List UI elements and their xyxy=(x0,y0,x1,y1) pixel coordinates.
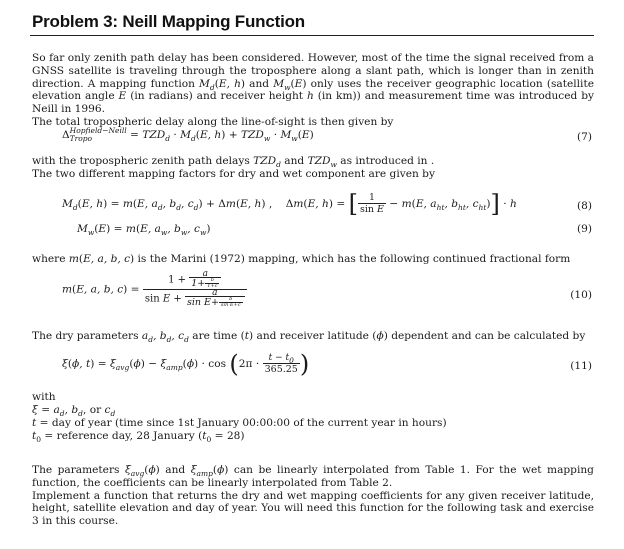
eq8-number: (8) xyxy=(576,200,592,212)
defs-t: t = day of year (time since 1st January 00:00:00 of the current year in hours) xyxy=(32,417,447,429)
defs-t0-value: 28 xyxy=(226,430,241,442)
equation-7: Δ Hopfield−Neill Tropo = $TZD_d \cdot M_d(E$, $h) + TZD_w \cdot M_w(E)$ xyxy=(62,126,314,144)
closing-text-b: and xyxy=(165,464,186,476)
after-eq7-paragraph: with the tropospheric zenith path delays $TZD_d$ and $TZD_w$ as introduced in . The two different mapping factors for dry and wet component are given by xyxy=(32,155,435,180)
eq7-sub: Tropo xyxy=(69,134,93,143)
after7-text-a: with the tropospheric zenith path delays xyxy=(32,155,250,167)
intro-text-3a: receiver height xyxy=(220,90,304,103)
eq10-number: (10) xyxy=(570,289,592,301)
defs-t0: $t_0$ = reference day, 28 January $(t_0 = 28)$ xyxy=(32,430,245,445)
eq7-sup: Hopfield−Neill xyxy=(69,126,127,135)
marini-text-b: is the Marini (1972) mapping, which has the following continued fractional form xyxy=(137,253,571,265)
after7-text-d: The two different mapping factors for dry and wet component are given by xyxy=(32,167,435,180)
eq7-number: (7) xyxy=(576,131,592,143)
equation-10: m(E, a, b, c) = 1 + a 1+ $\frac{b}{1+c}$ sin E + a sin E+ $\frac{b}{\text{sin E+c}}$ xyxy=(62,271,624,308)
closing-paragraph: The parameters $\xi_{avg}(\phi)$ and $\xi_{amp}(\phi)$ can be linearly interpolated from Table 1. For the wet mapping function, the coefficients can be linearly interpolated from Table 2. Implement a function that returns the dry and wet mapping coefficients for any given receiver latitude, height, satellite elevation and day of year. You will need this function for the following task and exercise 3 in this course. xyxy=(32,464,594,528)
intro-text-1: So far only zenith path delay has been considered. However, most of the time the signal received from a GNSS satellite is traveling through the troposphere along a slant path, which is longer than in zenith direction. A mapping function xyxy=(32,52,594,90)
after7-text-c: as introduced in . xyxy=(340,155,435,167)
dry-parameters-paragraph: The dry parameters $a_d$, $b_d$, $c_d$ are time (t) and receiver latitude (ϕ) dependent and can be calculated by xyxy=(32,330,586,345)
intro-text-2a: and xyxy=(249,77,270,90)
equation-9: $M_w(E) = m(E$, $a_w$, $b_w$, $c_w$) xyxy=(77,223,211,238)
marini-text-a: where xyxy=(32,253,66,265)
after7-text-b: and xyxy=(284,155,305,167)
closing-text-c: can be linearly interpolated from Table 1. For the wet mapping function, the coefficients can be linearly interpolated from Table 2. xyxy=(32,464,594,489)
title-rule xyxy=(30,35,594,36)
defs-or: or xyxy=(89,404,102,416)
intro-text-2c: (in radians) and xyxy=(130,90,217,103)
equation-11: ξ(ϕ, $t) = \xi_{avg}(\phi) - \xi_{amp}(\phi) \cdot \cos (2\pi$ · $\frac{t - t_0}{365.25}$ ) xyxy=(62,350,310,378)
intro-text-2b: only uses the receiver geographic location (satellite elevation angle xyxy=(32,77,594,103)
equation-8: $M_d(E$, h) = m(E, $a_d$, $b_d$, $c_d) + \Delta m(E$, h) , Δm(E, h) = [ $\frac{1}{\text{sin E}}$ − m(E, $a_{ht}$, $b_{ht}$, $c_{ht})] \cdot h$ xyxy=(62,190,517,218)
dry-text-d: dependent and can be calculated by xyxy=(391,330,586,342)
defs-t-text: = day of year (time since 1st January 00:00:00 of the current year in hours) xyxy=(39,417,447,429)
defs-with: with xyxy=(32,391,56,403)
closing-text-d: Implement a function that returns the dry and wet mapping coefficients for any given receiver latitude, height, satellite elevation and day of year. You will need this function for the following task and exercise 3 in this course. xyxy=(32,489,594,528)
dry-text-c: and receiver latitude xyxy=(256,330,369,342)
marini-paragraph: where m(E, a, b, c) is the Marini (1972) mapping, which has the following continued fractional form xyxy=(32,253,571,265)
closing-text-a: The parameters xyxy=(32,464,120,476)
intro-text-3b: (in km)) and measurement time was introduced by Neill in 1996. xyxy=(32,90,594,116)
intro-text-4: The total tropospheric delay along the line-of-sight is then given by xyxy=(32,115,394,128)
page-title: Problem 3: Neill Mapping Function xyxy=(32,12,305,31)
eq9-number: (9) xyxy=(576,223,592,235)
defs-t0-text: = reference day, 28 January xyxy=(44,430,195,442)
dry-text-a: The dry parameters xyxy=(32,330,139,342)
intro-paragraph: So far only zenith path delay has been considered. However, most of the time the signal received from a GNSS satellite is traveling through the troposphere along a slant path, which is longer than in zenith direction. A mapping function $M_d(E$, h) and $M_w(E)$ only uses the receiver geographic location (satellite elevation angle E (in radians) and receiver height h (in km)) and measurement time was introduced by Neill in 1996. The total tropospheric delay along the line-of-sight is then given by xyxy=(32,52,594,128)
eq11-period: 365.25 xyxy=(264,364,298,375)
dry-text-b: are time xyxy=(192,330,238,342)
defs-xi: $\xi = a_d$, $b_d$, or $c_d$ xyxy=(32,404,116,419)
eq11-number: (11) xyxy=(570,360,592,372)
